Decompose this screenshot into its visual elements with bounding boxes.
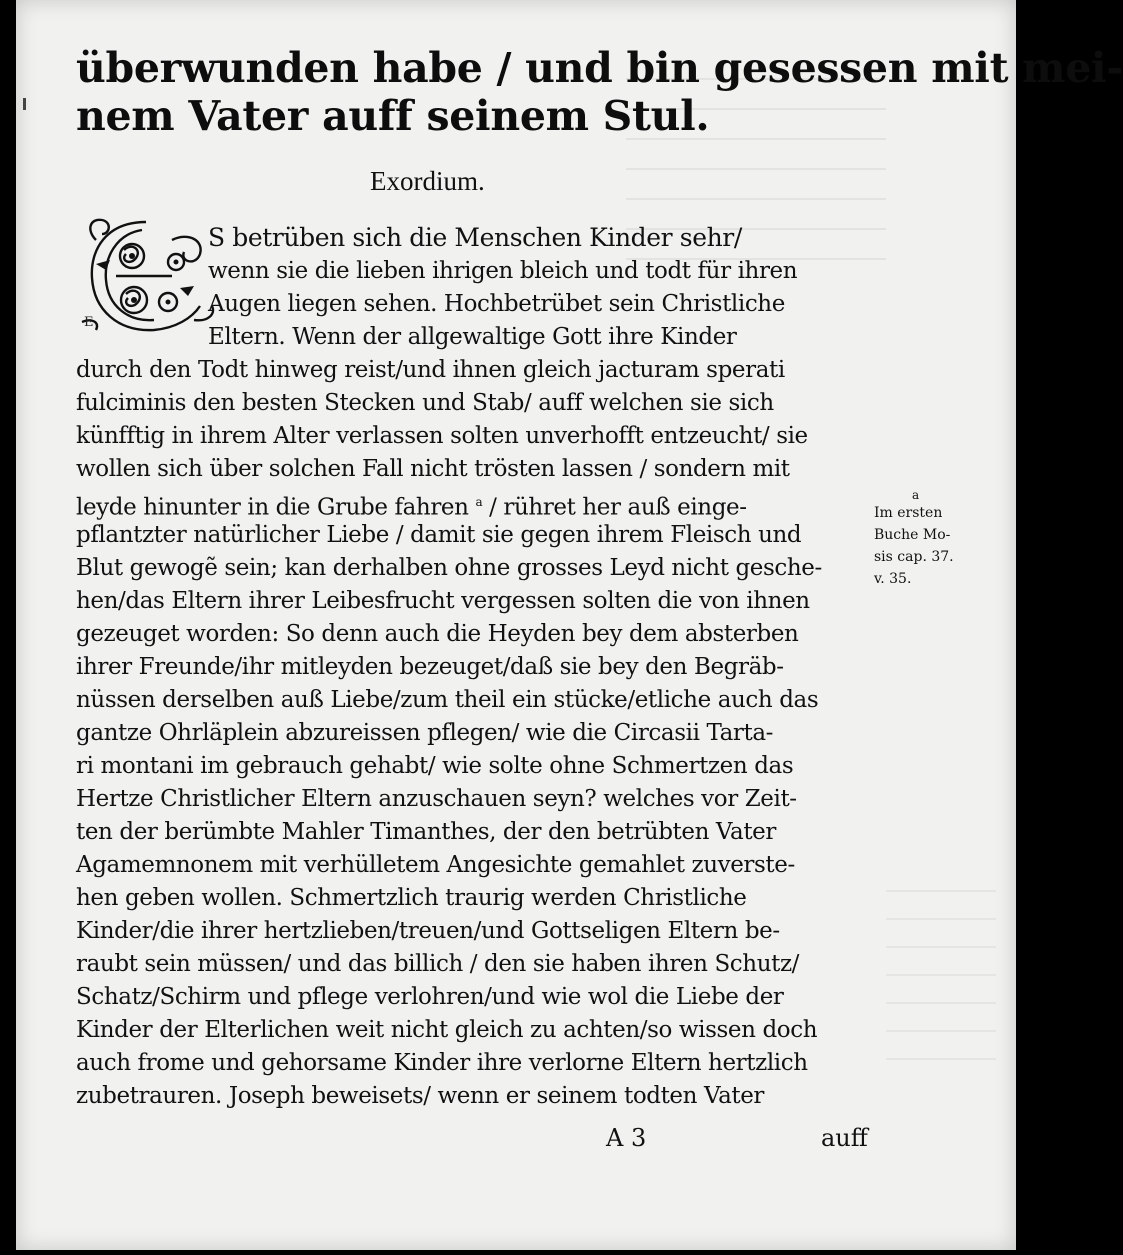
initial-letter: E (84, 315, 94, 330)
margin-note-marker: a (912, 488, 920, 502)
text-line-18: Hertze Christlicher Eltern anzuschauen seyn? welches vor Zeit- (76, 786, 797, 812)
book-page (16, 0, 1123, 1250)
text-line-19: ten der berümbte Mahler Timanthes, der den betrübten Vater (76, 819, 776, 845)
margin-note-line-1: Im ersten (874, 505, 943, 521)
text-line-23: raubt sein müssen/ und das billich / den sie haben ihren Schutz/ (76, 951, 800, 977)
text-line-10: pflantzter natürlicher Liebe / damit sie gegen ihrem Fleisch und (76, 522, 802, 548)
text-line-5: durch den Todt hinweg reist/und ihnen gleich jacturam sperati (76, 357, 785, 383)
text-line-16: gantze Ohrläplein abzureissen pflegen/ wie die Circasii Tarta- (76, 720, 774, 746)
ornamental-initial-icon (76, 210, 226, 340)
catchword: auff (821, 1124, 868, 1152)
footnote-marker: a (475, 495, 483, 509)
margin-note (874, 488, 994, 590)
text-line-26: auch frome und gehorsame Kinder ihre verlorne Eltern hertzlich (76, 1050, 808, 1076)
text-line-15: nüssen derselben auß Liebe/zum theil ein stücke/etliche auch das (76, 687, 819, 713)
text-line-6: fulciminis den besten Stecken und Stab/ auff welchen sie sich (76, 390, 774, 416)
text-line-14: ihrer Freunde/ihr mitleyden bezeuget/daß sie bey den Begräb- (76, 654, 784, 680)
text-line-21: hen geben wollen. Schmertzlich traurig werden Christliche (76, 885, 747, 911)
text-line-9-tail: / rühret her auß einge- (489, 494, 747, 521)
text-line-4: Eltern. Wenn der allgewaltige Gott ihre Kinder (208, 324, 737, 350)
text-line-17: ri montani im gebrauch gehabt/ wie solte ohne Schmertzen das (76, 753, 794, 779)
text-line-25: Kinder der Elterlichen weit nicht gleich zu achten/so wissen doch (76, 1017, 818, 1043)
margin-note-line-4: v. 35. (874, 571, 912, 587)
text-line-3: Augen liegen sehen. Hochbetrübet sein Christliche (208, 291, 785, 317)
text-line-11: Blut gewogẽ sein; kan derhalben ohne grosses Leyd nicht gesche- (76, 555, 822, 581)
margin-note-line-3: sis cap. 37. (874, 549, 954, 565)
text-line-12: hen/das Eltern ihrer Leibesfrucht vergessen solten die von ihnen (76, 588, 810, 614)
text-line-7: künfftig in ihrem Alter verlassen solten unverhofft entzeucht/ sie (76, 423, 808, 449)
text-line-24: Schatz/Schirm und pflege verlohren/und wie wol die Liebe der (76, 984, 784, 1010)
text-line-13: gezeuget worden: So denn auch die Heyden bey dem absterben (76, 621, 799, 647)
heading-line-2: nem Vater auff seinem Stul. (76, 92, 710, 140)
signature-mark: A 3 (606, 1124, 647, 1152)
section-title: Exordium. (370, 166, 485, 196)
text-line-9-main: leyde hinunter in die Grube fahren (76, 494, 469, 521)
margin-note-line-2: Buche Mo- (874, 527, 951, 543)
text-line-8: wollen sich über solchen Fall nicht trösten lassen / sondern mit (76, 456, 790, 482)
bleed-through-shadow-lower (886, 880, 996, 1060)
text-line-20: Agamemnonem mit verhülletem Angesichte gemahlet zuverste- (76, 852, 795, 878)
ornamental-initial (76, 210, 226, 340)
text-line-22: Kinder/die ihrer hertzlieben/treuen/und Gottseligen Eltern be- (76, 918, 780, 944)
text-line-9 (76, 486, 747, 524)
text-line-1: S betrüben sich die Menschen Kinder sehr/ (208, 223, 742, 252)
text-line-27: zubetrauren. Joseph beweisets/ wenn er seinem todten Vater (76, 1083, 765, 1109)
text-line-2: wenn sie die lieben ihrigen bleich und todt für ihren (208, 258, 798, 284)
margin-tick-mark (23, 98, 26, 110)
heading-line-1: überwunden habe / und bin gesessen mit mei- (76, 44, 1123, 92)
